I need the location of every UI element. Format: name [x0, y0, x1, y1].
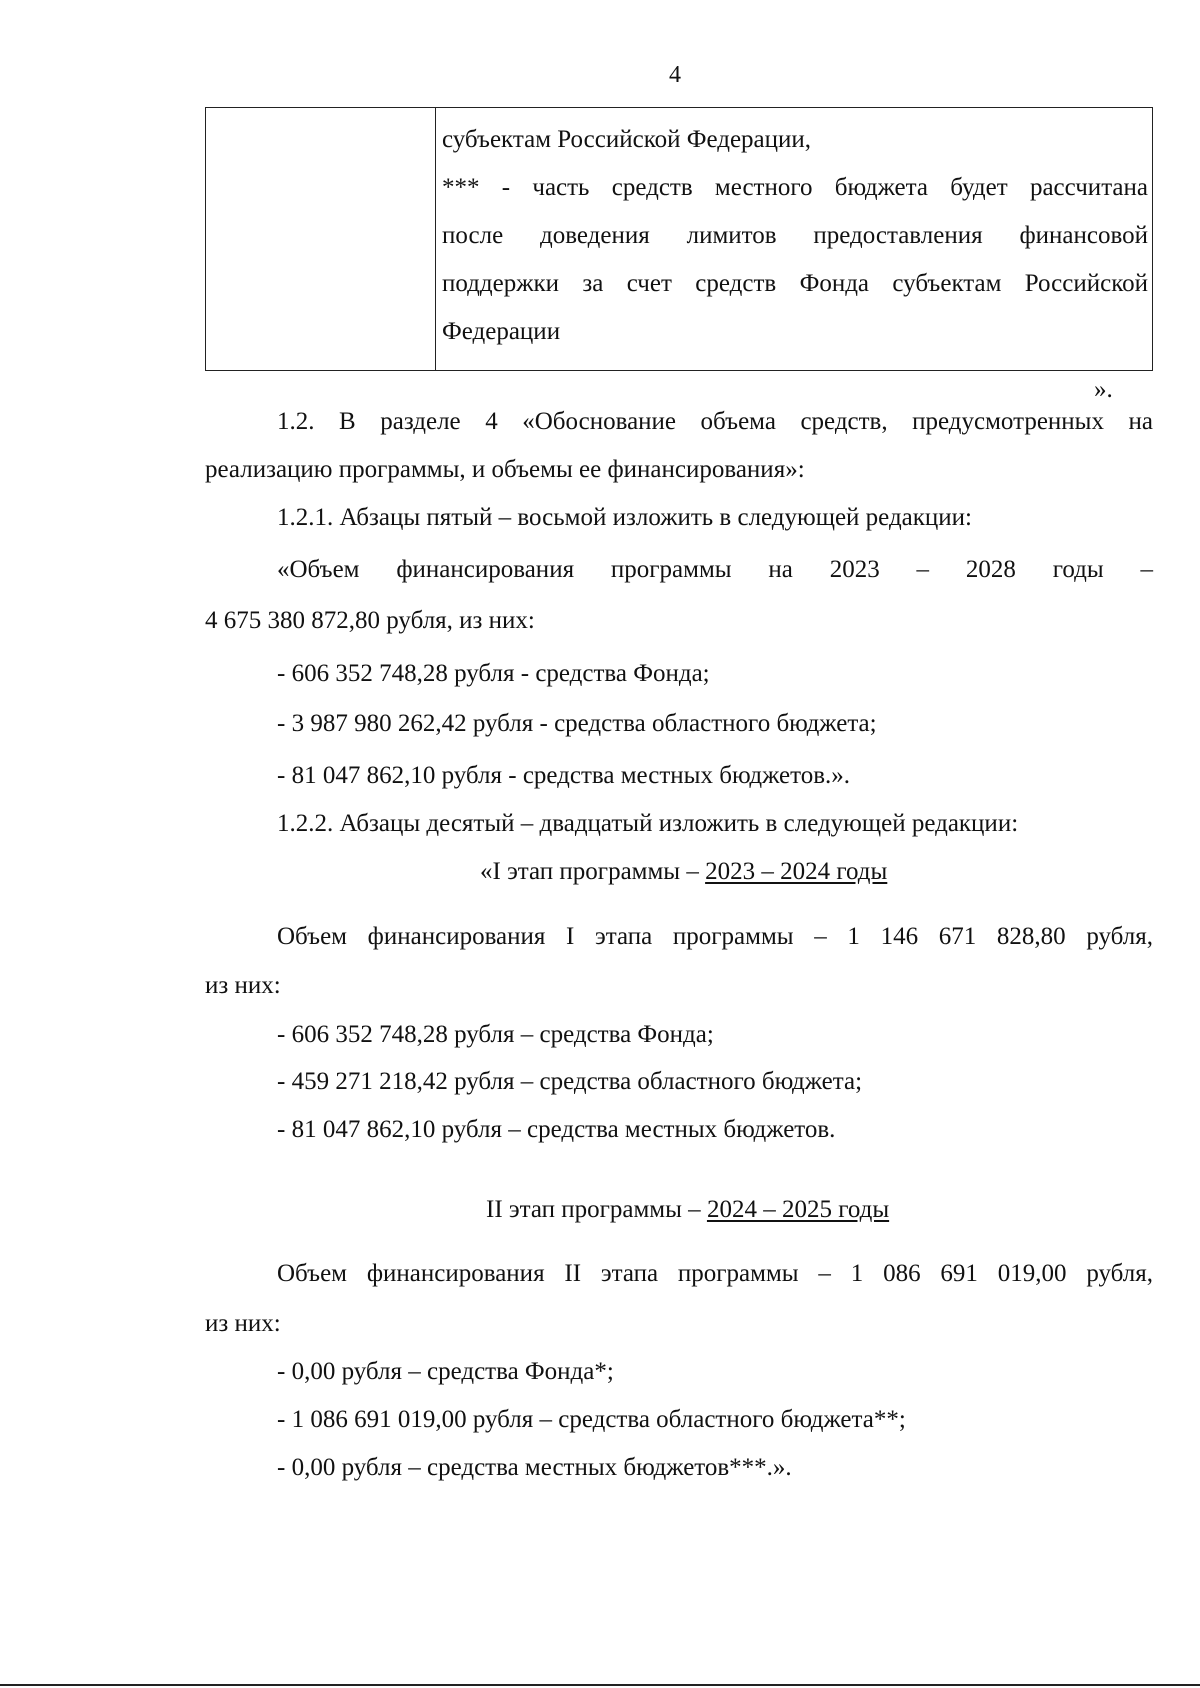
table-text-line: *** - часть средств местного бюджета будет рассчитана [442, 174, 1148, 201]
stage1-item-local: - 81 047 862,10 рубля – средства местных бюджетов. [277, 1116, 836, 1143]
stage1-heading-prefix: «I этап программы – [480, 858, 706, 885]
volume-total-line1: «Объем финансирования программы на 2023 – 2028 годы – [277, 556, 1153, 583]
stage2-item-fund: - 0,00 рубля – средства Фонда*; [277, 1358, 614, 1385]
paragraph-1-2-line1: 1.2. В разделе 4 «Обоснование объема средств, предусмотренных на [277, 408, 1153, 435]
list-item-regional: - 3 987 980 262,42 рубля - средства областного бюджета; [277, 710, 877, 737]
continued-table [205, 107, 1153, 371]
page-number: 4 [669, 62, 681, 88]
table-left-cell [206, 108, 436, 370]
stage2-heading-prefix: II этап программы – [486, 1196, 707, 1223]
stage2-volume-line1: Объем финансирования II этапа программы – 1 086 691 019,00 рубля, [277, 1260, 1153, 1287]
table-text-line: после доведения лимитов предоставления финансовой [442, 222, 1148, 249]
page-bottom-edge [0, 1684, 1200, 1686]
stage2-volume-line2: из них: [205, 1310, 281, 1337]
paragraph-1-2-2: 1.2.2. Абзацы десятый – двадцатый изложить в следующей редакции: [277, 810, 1019, 837]
stage1-item-fund: - 606 352 748,28 рубля – средства Фонда; [277, 1021, 714, 1048]
list-item-local: - 81 047 862,10 рубля - средства местных бюджетов.». [277, 762, 851, 789]
table-text-line: Федерации [442, 318, 561, 345]
stage2-heading [486, 1186, 986, 1234]
stage1-item-regional: - 459 271 218,42 рубля – средства областного бюджета; [277, 1068, 863, 1095]
stage2-item-regional: - 1 086 691 019,00 рубля – средства областного бюджета**; [277, 1406, 906, 1433]
paragraph-1-2-line2: реализацию программы, и объемы ее финансирования»: [205, 456, 805, 483]
paragraph-1-2-1: 1.2.1. Абзацы пятый – восьмой изложить в следующей редакции: [277, 504, 972, 531]
table-text-line: субъектам Российской Федерации, [442, 126, 812, 153]
table-right-cell [442, 116, 1148, 356]
stage1-volume-line2: из них: [205, 972, 281, 999]
stage1-volume-line1: Объем финансирования I этапа программы – 1 146 671 828,80 рубля, [277, 923, 1153, 950]
stage2-item-local: - 0,00 рубля – средства местных бюджетов***.». [277, 1454, 792, 1481]
stage1-heading-years: 2023 – 2024 годы [705, 858, 888, 885]
volume-total-line2: 4 675 380 872,80 рубля, из них: [205, 607, 535, 634]
stage2-heading-years: 2024 – 2025 годы [706, 1196, 890, 1223]
table-text-line: поддержки за счет средств Фонда субъектам Российской [442, 270, 1148, 297]
closing-quote: ». [1094, 376, 1113, 403]
list-item-fund: - 606 352 748,28 рубля - средства Фонда; [277, 660, 710, 687]
stage1-heading [480, 848, 980, 896]
